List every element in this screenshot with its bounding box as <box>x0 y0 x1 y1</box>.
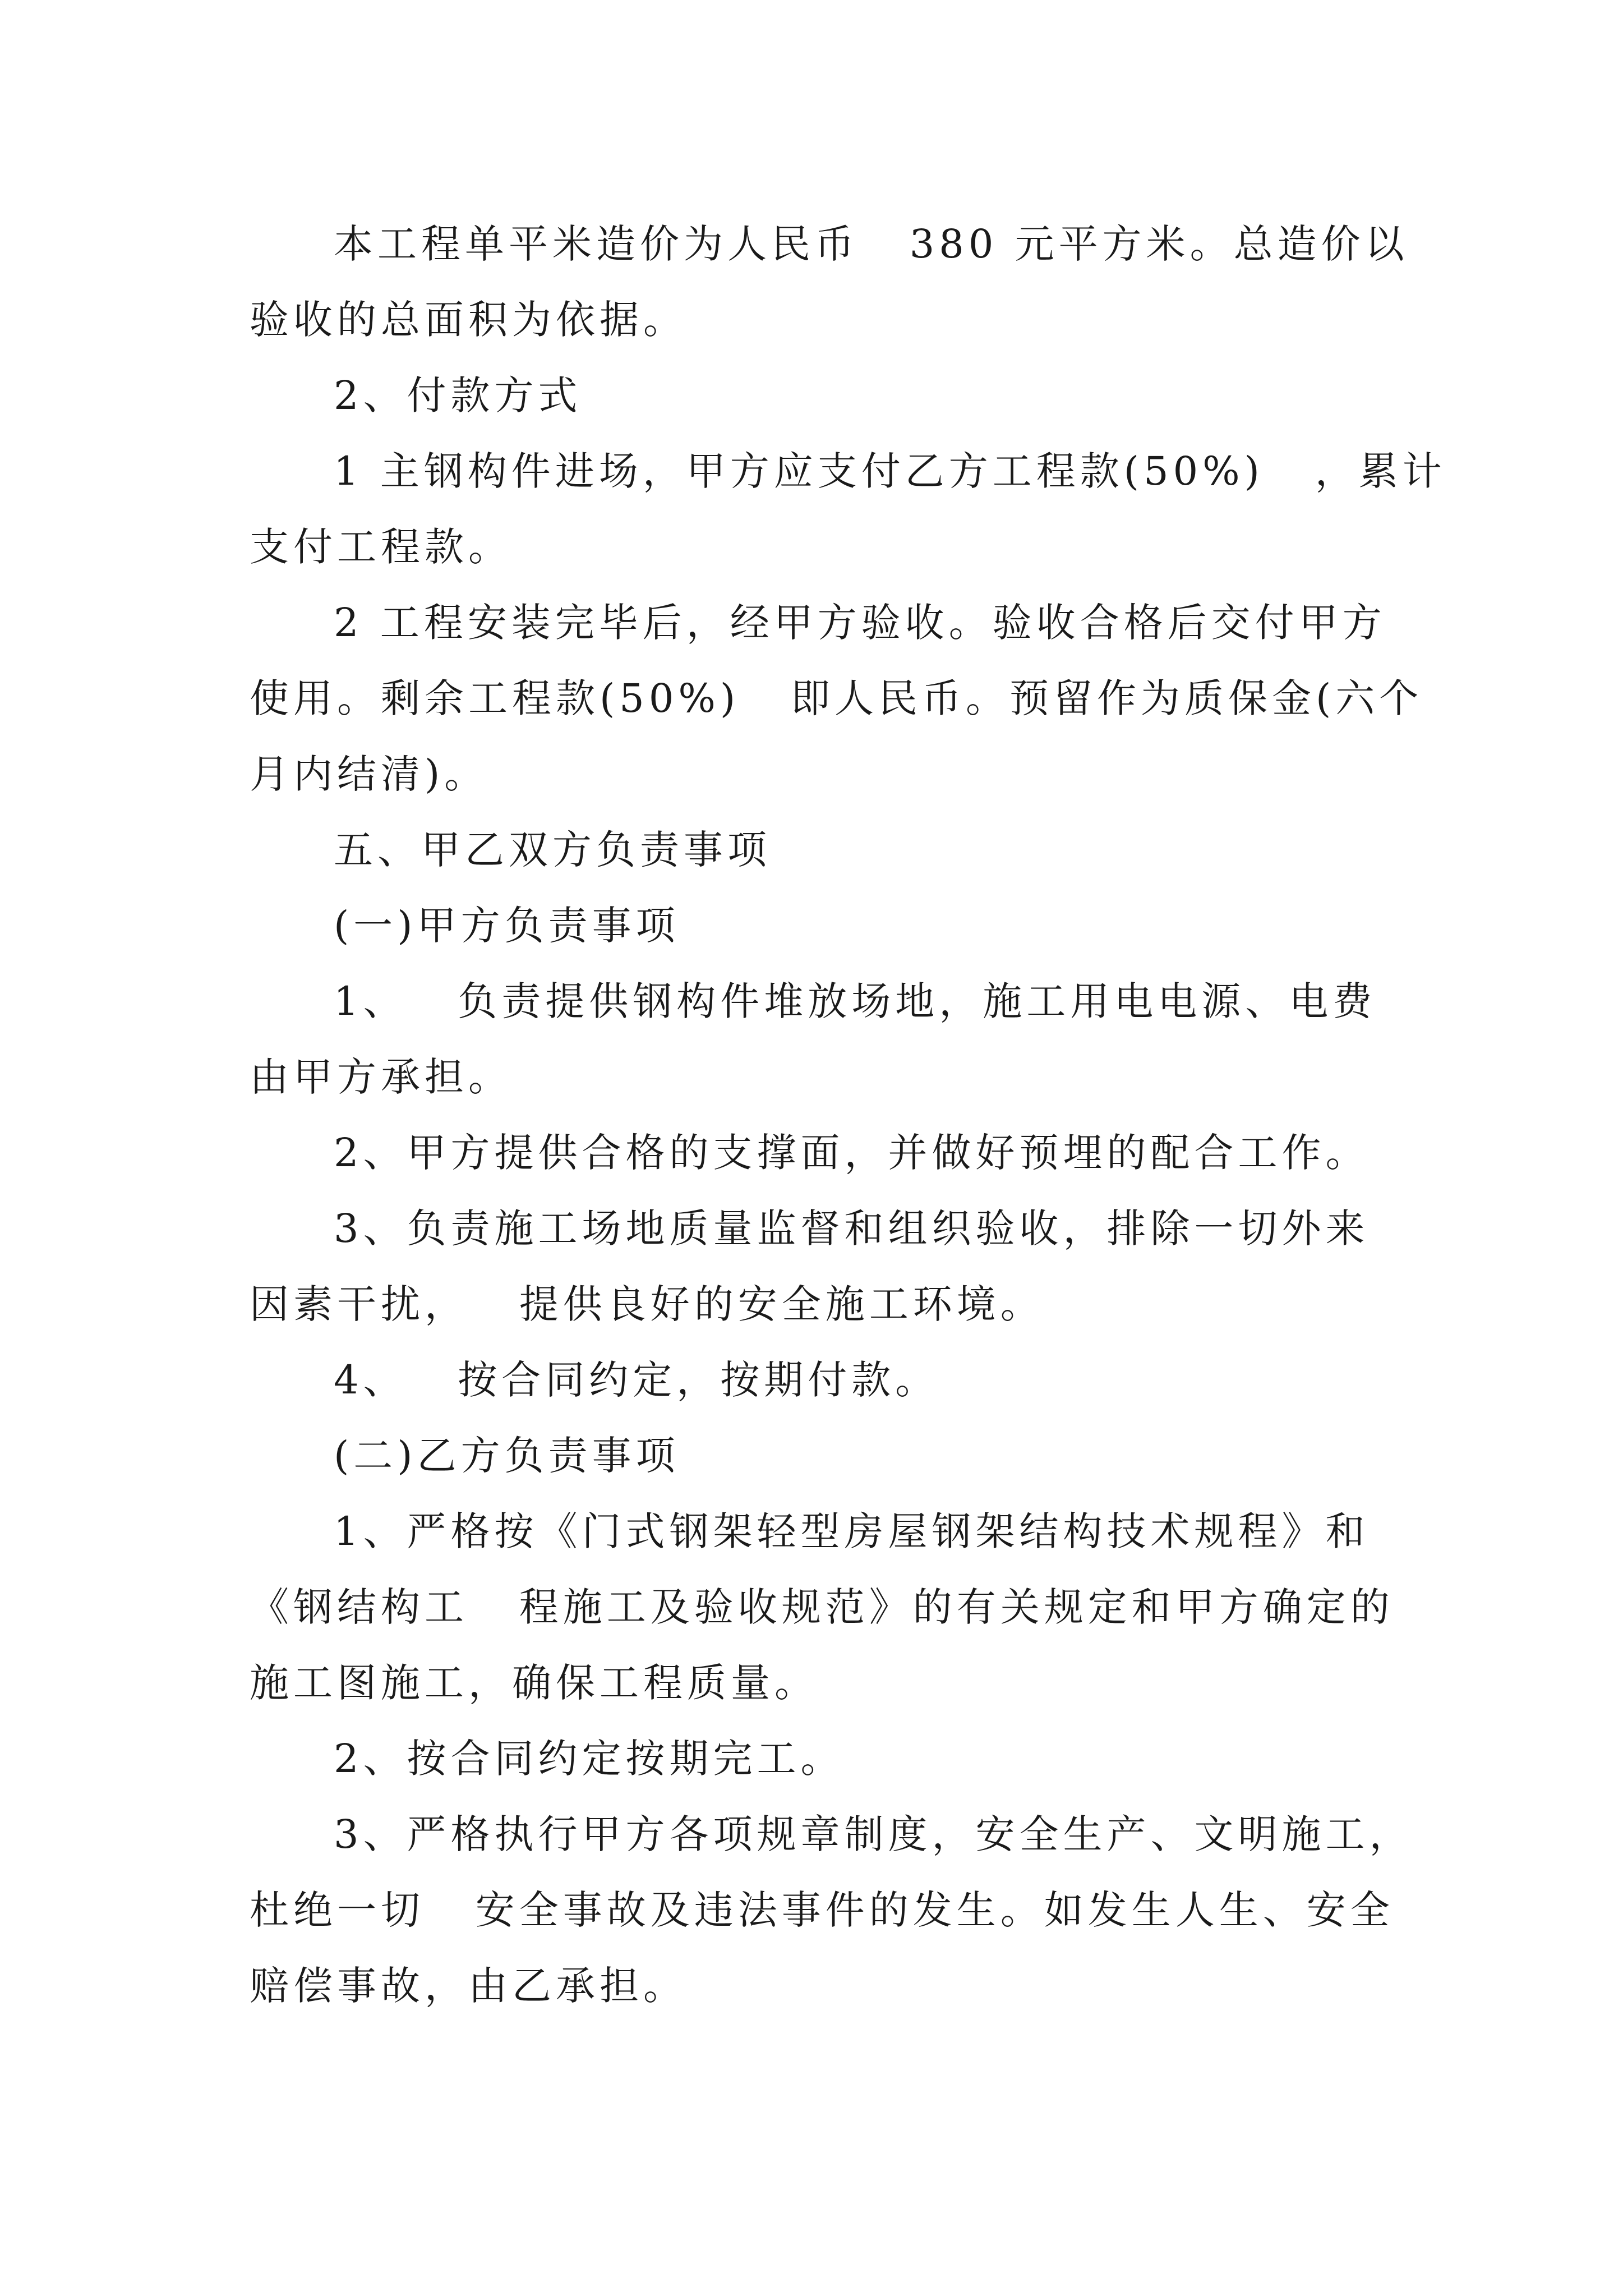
text-line: 由甲方承担。 <box>250 1054 512 1100</box>
text-line: 1、严格按《门式钢架轻型房屋钢架结构技术规程》和 <box>334 1508 1370 1554</box>
text-line: 赔偿事故，由乙承担。 <box>250 1963 687 2009</box>
text-line: 《钢结构工 程施工及验收规范》的有关规定和甲方确定的 <box>250 1584 1394 1630</box>
text-line: 1、 负责提供钢构件堆放场地，施工用电电源、电费 <box>334 978 1377 1024</box>
text-line: 支付工程款。 <box>250 524 512 570</box>
text-line: 3、负责施工场地质量监督和组织验收，排除一切外来 <box>334 1205 1370 1251</box>
text-line: 2 工程安装完毕后，经甲方验收。验收合格后交付甲方 <box>334 600 1386 646</box>
text-line: 五、甲乙双方负责事项 <box>334 827 771 873</box>
text-line: 4、 按合同约定，按期付款。 <box>334 1357 939 1403</box>
text-line: 月内结清)。 <box>250 751 488 797</box>
text-line: 3、严格执行甲方各项规章制度，安全生产、文明施工， <box>334 1811 1413 1857</box>
text-line: 1 主钢构件进场，甲方应支付乙方工程款(50%) ，累计 <box>334 448 1446 494</box>
text-line: 2、按合同约定按期完工。 <box>334 1736 845 1782</box>
text-line: 因素干扰， 提供良好的安全施工环境。 <box>250 1281 1044 1327</box>
text-line: (一)甲方负责事项 <box>334 903 680 949</box>
text-line: 2、付款方式 <box>334 372 582 418</box>
text-line: 施工图施工，确保工程质量。 <box>250 1660 818 1706</box>
text-line: 验收的总面积为依据。 <box>250 297 687 343</box>
text-line: 杜绝一切 安全事故及违法事件的发生。如发生人生、安全 <box>250 1887 1394 1933</box>
text-line: 本工程单平米造价为人民币 380 元平方米。总造价以 <box>334 221 1409 267</box>
text-line: 2、甲方提供合格的支撑面，并做好预埋的配合工作。 <box>334 1130 1370 1176</box>
text-line: (二)乙方负责事项 <box>334 1433 680 1479</box>
text-line: 使用。剩余工程款(50%) 即人民币。预留作为质保金(六个 <box>250 675 1423 721</box>
